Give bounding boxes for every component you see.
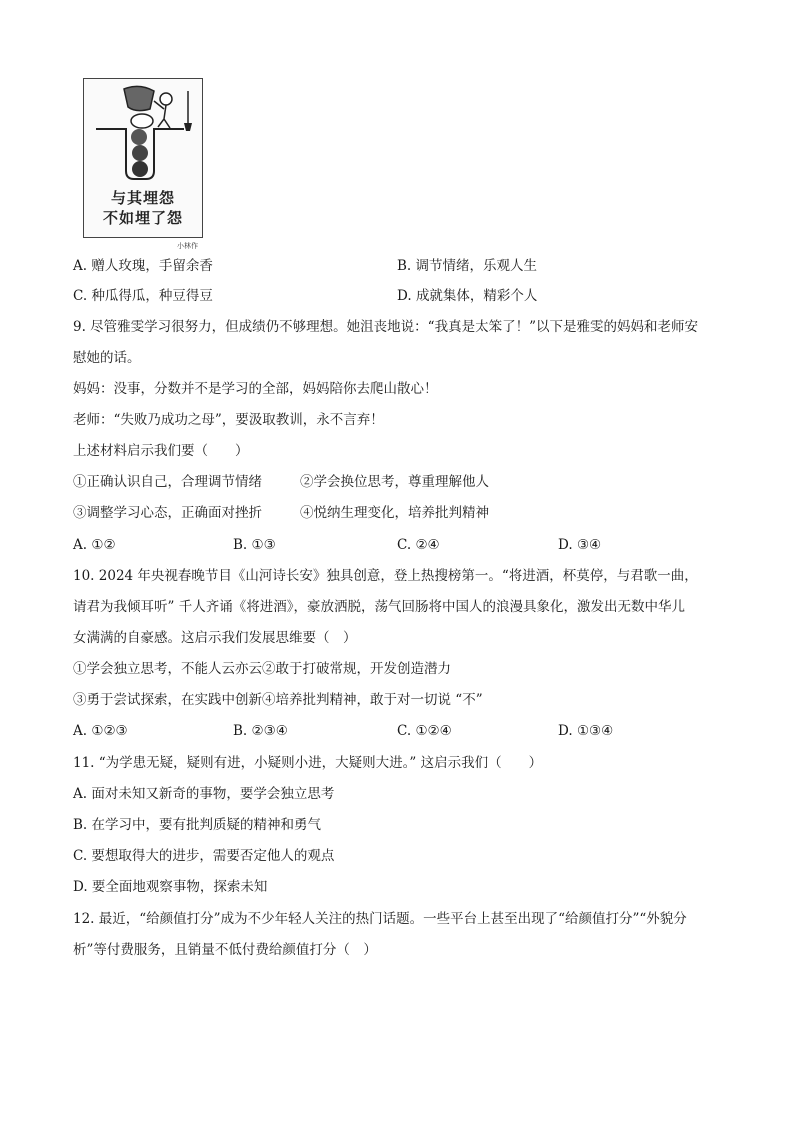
cartoon-caption-line1: 与其埋怨 xyxy=(110,189,175,207)
q10-stem-line2: 请君为我倾耳听” 千人齐诵《将进酒》，豪放洒脱，荡气回肠将中国人的浪漫具象化，激发出无数中华儿 xyxy=(73,599,685,615)
q9-option-b: B. ①③ xyxy=(233,537,276,553)
q8-option-a: A. 赠人玫瑰，手留余香 xyxy=(73,258,213,274)
q9-prompt: 上述材料启示我们要（ ） xyxy=(73,443,249,459)
q10-statement-line1: ①学会独立思考，不能人云亦云②敢于打破常规，开发创造潜力 xyxy=(73,661,451,677)
q8-option-b: B. 调节情绪，乐观人生 xyxy=(397,258,538,274)
q9-statement-2: ②学会换位思考，尊重理解他人 xyxy=(300,474,489,490)
q11-option-d: D. 要全面地观察事物，探索未知 xyxy=(73,879,268,895)
q9-statement-4: ④悦纳生理变化，培养批判精神 xyxy=(300,505,489,521)
q10-option-d: D. ①③④ xyxy=(558,723,614,739)
q8-option-c: C. 种瓜得瓜，种豆得豆 xyxy=(73,288,213,304)
q10-option-c: C. ①②④ xyxy=(397,723,452,739)
q10-stem-line1: 10. 2024 年央视春晚节目《山河诗长安》独具创意，登上热搜榜第一。“将进酒，杯莫停，与君歌一曲， xyxy=(73,568,698,584)
q12-stem-line1: 12. 最近，“给颜值打分”成为不少年轻人关注的热门话题。一些平台上甚至出现了“给颜值打分”“外貌分 xyxy=(73,911,687,927)
q10-option-b: B. ②③④ xyxy=(233,723,288,739)
q9-statement-1: ①正确认识自己，合理调节情绪 xyxy=(73,474,262,490)
q9-option-a: A. ①② xyxy=(73,537,116,553)
q9-teacher-quote: 老师：“失败乃成功之母”，要汲取教训，永不言弃！ xyxy=(73,412,384,428)
q11-option-a: A. 面对未知又新奇的事物，要学会独立思考 xyxy=(73,786,335,802)
q9-stem-line1: 9. 尽管雅雯学习很努力，但成绩仍不够理想。她沮丧地说：“我真是太笨了！”以下是雅雯的妈妈和老师安 xyxy=(73,319,698,335)
q11-option-b: B. 在学习中，要有批判质疑的精神和勇气 xyxy=(73,817,322,833)
cartoon-illustration xyxy=(83,78,203,250)
q11-option-c: C. 要想取得大的进步，需要否定他人的观点 xyxy=(73,848,335,864)
q9-option-d: D. ③④ xyxy=(558,537,602,553)
q9-mom-quote: 妈妈：没事，分数并不是学习的全部，妈妈陪你去爬山散心！ xyxy=(73,381,438,397)
q8-option-d: D. 成就集体，精彩个人 xyxy=(397,288,538,304)
q10-stem-line3: 女满满的自豪感。这启示我们发展思维要（ ） xyxy=(73,630,357,646)
q9-option-c: C. ②④ xyxy=(397,537,440,553)
cartoon-caption-line2: 不如埋了怨 xyxy=(102,209,183,227)
q10-statement-line2: ③勇于尝试探索，在实践中创新④培养批判精神，敢于对一切说 “不” xyxy=(73,692,483,708)
q11-stem: 11. “为学患无疑，疑则有进，小疑则小进，大疑则大进。” 这启示我们（ ） xyxy=(73,755,543,771)
q12-stem-line2: 析”等付费服务，且销量不低付费给颜值打分（ ） xyxy=(73,942,377,958)
q9-stem-line2: 慰她的话。 xyxy=(73,350,141,366)
q10-option-a: A. ①②③ xyxy=(73,723,128,739)
q9-statement-3: ③调整学习心态，正确面对挫折 xyxy=(73,505,262,521)
cartoon-signature: 小林作 xyxy=(177,242,198,250)
